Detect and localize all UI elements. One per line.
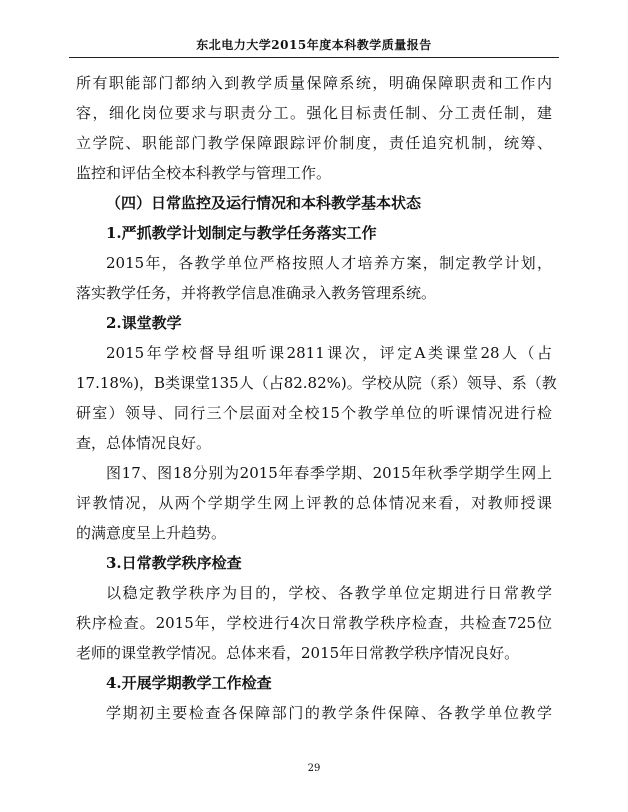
paragraph-online-evaluation bbox=[76, 458, 552, 548]
text-line: 2015年，各教学单位严格按照人才培养方案，制定教学计划， bbox=[106, 254, 552, 272]
text-line: 查，总体情况良好。 bbox=[76, 434, 212, 452]
text-line: 落实教学任务，并将教学信息准确录入教务管理系统。 bbox=[76, 284, 437, 302]
text-line: 研室）领导、同行三个层面对全校15个教学单位的听课情况进行检 bbox=[76, 404, 552, 422]
text-line: 所有职能部门都纳入到教学质量保障系统，明确保障职责和工作内 bbox=[76, 74, 552, 92]
text-line: 监控和评估全校本科教学与管理工作。 bbox=[76, 164, 332, 182]
text-line: 老师的课堂教学情况。总体来看，2015年日常教学秩序情况良好。 bbox=[76, 644, 520, 662]
page-header: 东北电力大学2015年度本科教学质量报告 bbox=[196, 38, 432, 52]
text-line: 2015年学校督导组听课2811课次，评定A类课堂28人（占 bbox=[106, 344, 552, 362]
paragraph-quality-assurance bbox=[76, 68, 552, 188]
text-line: 图17、图18分别为2015年春季学期、2015年秋季学期学生网上 bbox=[106, 464, 552, 482]
paragraph-order-inspection bbox=[76, 578, 552, 668]
text-line: 以稳定教学秩序为目的，学校、各教学单位定期进行日常教学 bbox=[106, 584, 552, 602]
paragraph-teaching-plan bbox=[76, 248, 552, 308]
section-heading: （四）日常监控及运行情况和本科教学基本状态 bbox=[106, 194, 422, 212]
sub-heading-teaching-plan: 1.严抓教学计划制定与教学任务落实工作 bbox=[106, 224, 377, 242]
text-line: 立学院、职能部门教学保障跟踪评价制度，责任追究机制，统筹、 bbox=[76, 134, 552, 152]
page-number: 29 bbox=[307, 763, 321, 774]
text-line: 学期初主要检查各保障部门的教学条件保障、各教学单位教学 bbox=[106, 704, 552, 722]
paragraph-semester-inspection bbox=[76, 698, 552, 728]
document-body bbox=[76, 68, 557, 728]
text-line: 评教情况，从两个学期学生网上评教的总体情况来看，对教师授课 bbox=[76, 494, 552, 512]
header-divider bbox=[69, 57, 559, 58]
text-line: 17.18%)，B类课堂135人（占82.82%)。学校从院（系）领导、系（教 bbox=[76, 374, 557, 392]
paragraph-lecture-observation bbox=[76, 338, 557, 458]
sub-heading-semester-inspection: 4.开展学期教学工作检查 bbox=[106, 674, 272, 692]
text-line: 的满意度呈上升趋势。 bbox=[76, 524, 227, 542]
sub-heading-order-inspection: 3.日常教学秩序检查 bbox=[106, 554, 242, 572]
text-line: 秩序检查。2015年，学校进行4次日常教学秩序检查，共检查725位 bbox=[76, 614, 552, 632]
text-line: 容，细化岗位要求与职责分工。强化目标责任制、分工责任制，建 bbox=[76, 104, 552, 122]
sub-heading-classroom-teaching: 2.课堂教学 bbox=[106, 314, 182, 332]
